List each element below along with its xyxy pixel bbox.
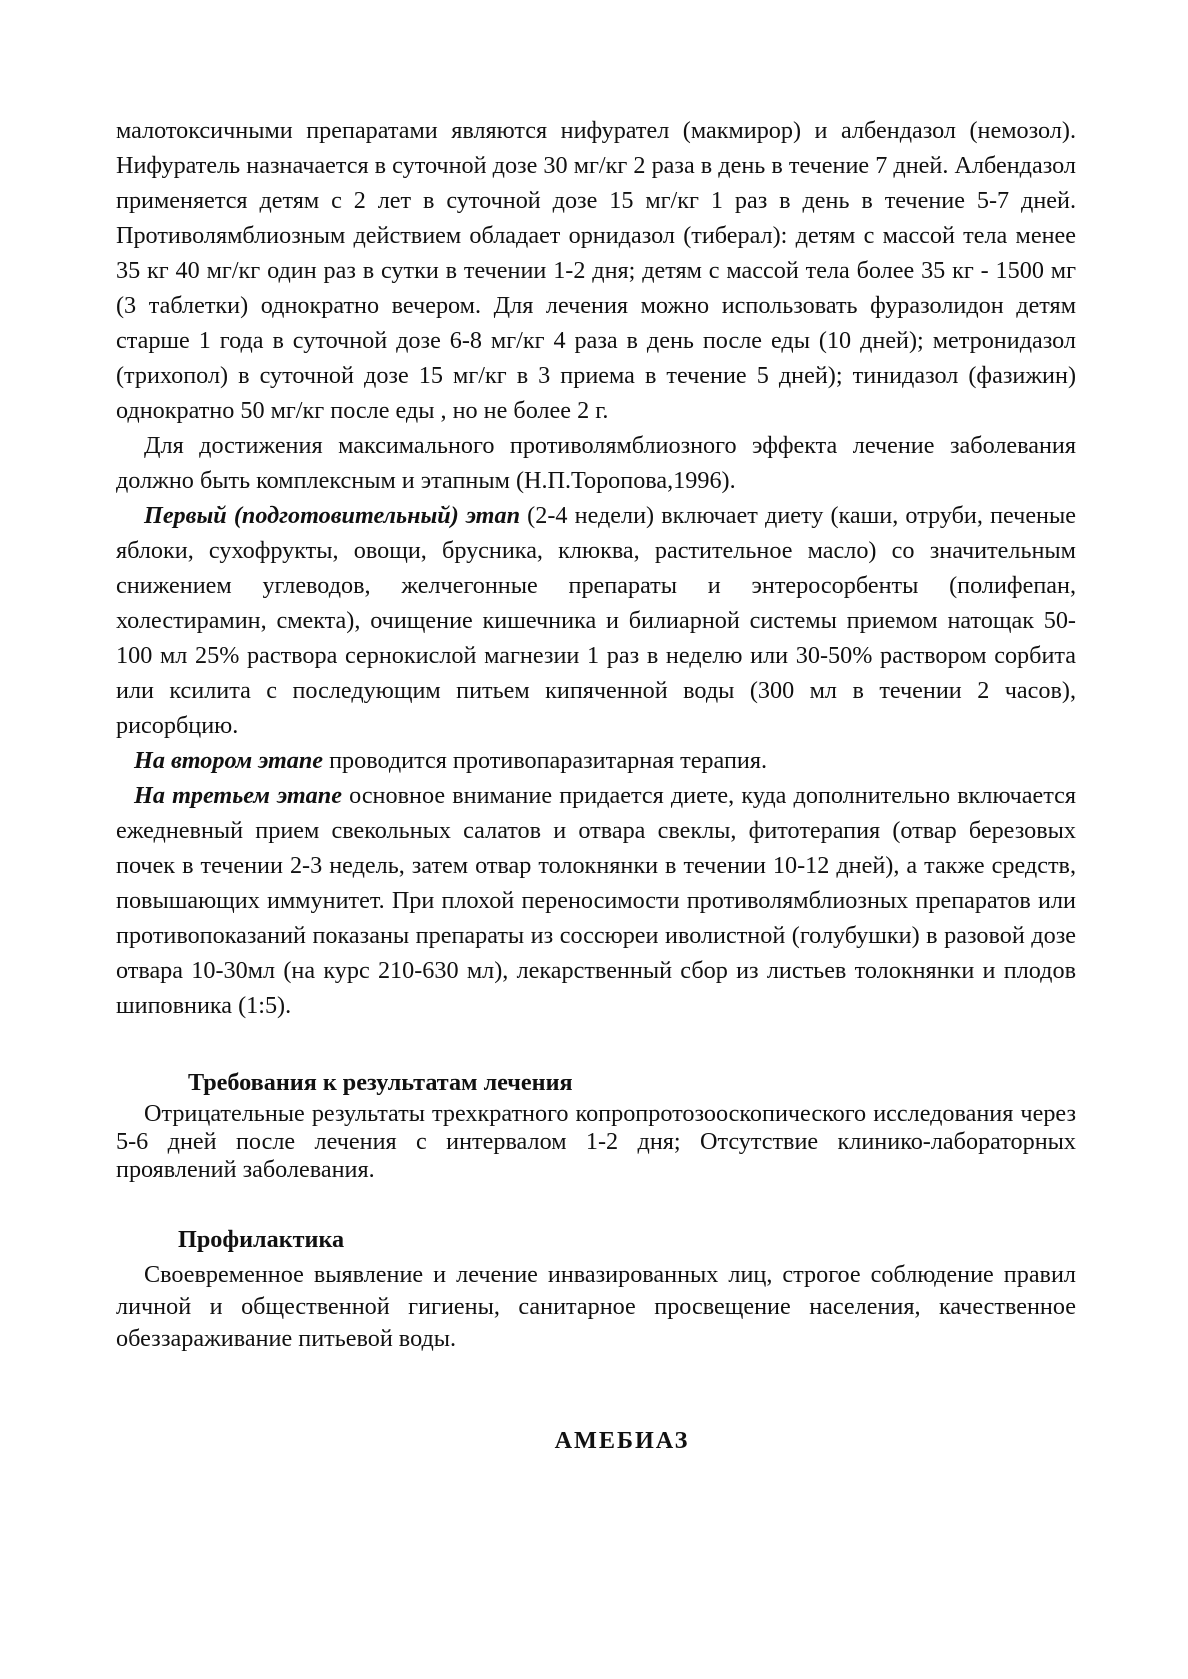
stage-two-text: проводится противопаразитарная терапия. (323, 747, 768, 774)
treatment-approach-paragraph: Для достижения максимального противолямблиозного эффекта лечение заболевания должно быть комплексным и этапным (Н.П.Торопова,1996). (116, 432, 1076, 494)
stage-one-text: (2-4 недели) включает диету (каши, отруби, печеные яблоки, сухофрукты, овощи, брусника, клюква, растительное масло) со значительным снижением углеводов, желчегонные препараты и энтеросорбенты (полифепан, холестирамин, смекта), очищение кишечника и билиарной системы приемом натощак 50-100 мл 25% раствора сернокислой магнезии 1 раз в неделю или 30-50% раствором сорбита или ксилита с последующим питьем кипяченной воды (300 мл в течении 2 часов), рисорбцию. (116, 502, 1076, 739)
prevention-text: Своевременное выявление и лечение инвазированных лиц, строгое соблюдение правил личной и общественной гигиены, санитарное просвещение населения, качественное обеззараживание питьевой воды. (116, 1261, 1076, 1352)
stage-two-label: На втором этапе (134, 747, 324, 774)
requirements-heading: Требования к результатам лечения (188, 1069, 573, 1096)
document-page (116, 113, 1076, 1455)
stage-one-label: Первый (подготовительный) этап (144, 502, 521, 529)
stage-three-paragraph (116, 778, 1076, 1023)
stage-one-paragraph (116, 498, 1076, 743)
stage-two-paragraph (116, 743, 1076, 778)
next-section-title: АМЕБИАЗ (554, 1427, 690, 1454)
treatment-paragraph: малотоксичными препаратами являются нифурател (макмирор) и албендазол (немозол). Нифуратель назначается в суточной дозе 30 мг/кг 2 раза в день в течение 7 дней. Албендазол применяется детям с 2 лет в суточной дозе 15 мг/кг 1 раз в день в течение 5-7 дней. Противолямблиозным действием обладает орнидазол (тиберал): детям с массой тела менее 35 кг 40 мг/кг один раз в сутки в течении 1-2 дня; детям с массой тела более 35 кг - 1500 мг (3 таблетки) однократно вечером. Для лечения можно использовать фуразолидон детям старше 1 года в суточной дозе 6-8 мг/кг 4 раза в день после еды (10 дней); метронидазол (трихопол) в суточной дозе 15 мг/кг в 3 приема в течение 5 дней); тинидазол (фазижин) однократно 50 мг/кг после еды , но не более 2 г. (116, 117, 1076, 424)
requirements-text: Отрицательные результаты трехкратного копропротозооскопического исследования через 5-6 дней после лечения с интервалом 1-2 дня; Отсутствие клинико-лабораторных проявлений заболевания. (116, 1100, 1076, 1183)
stage-three-label: На третьем этапе (134, 782, 342, 809)
prevention-heading: Профилактика (178, 1226, 345, 1253)
stage-three-text: основное внимание придается диете, куда дополнительно включается ежедневный прием свекольных салатов и отвара свеклы, фитотерапия (отвар березовых почек в течении 2-3 недель, затем отвар толокнянки в течении 10-12 дней), а также средств, повышающих иммунитет. При плохой переносимости противолямблиозных препаратов или противопоказаний показаны препараты из соссюреи иволистной (голубушки) в разовой дозе отвара 10-30мл (на курс 210-630 мл), лекарственный сбор из листьев толокнянки и плодов шиповника (1:5). (116, 782, 1076, 1019)
